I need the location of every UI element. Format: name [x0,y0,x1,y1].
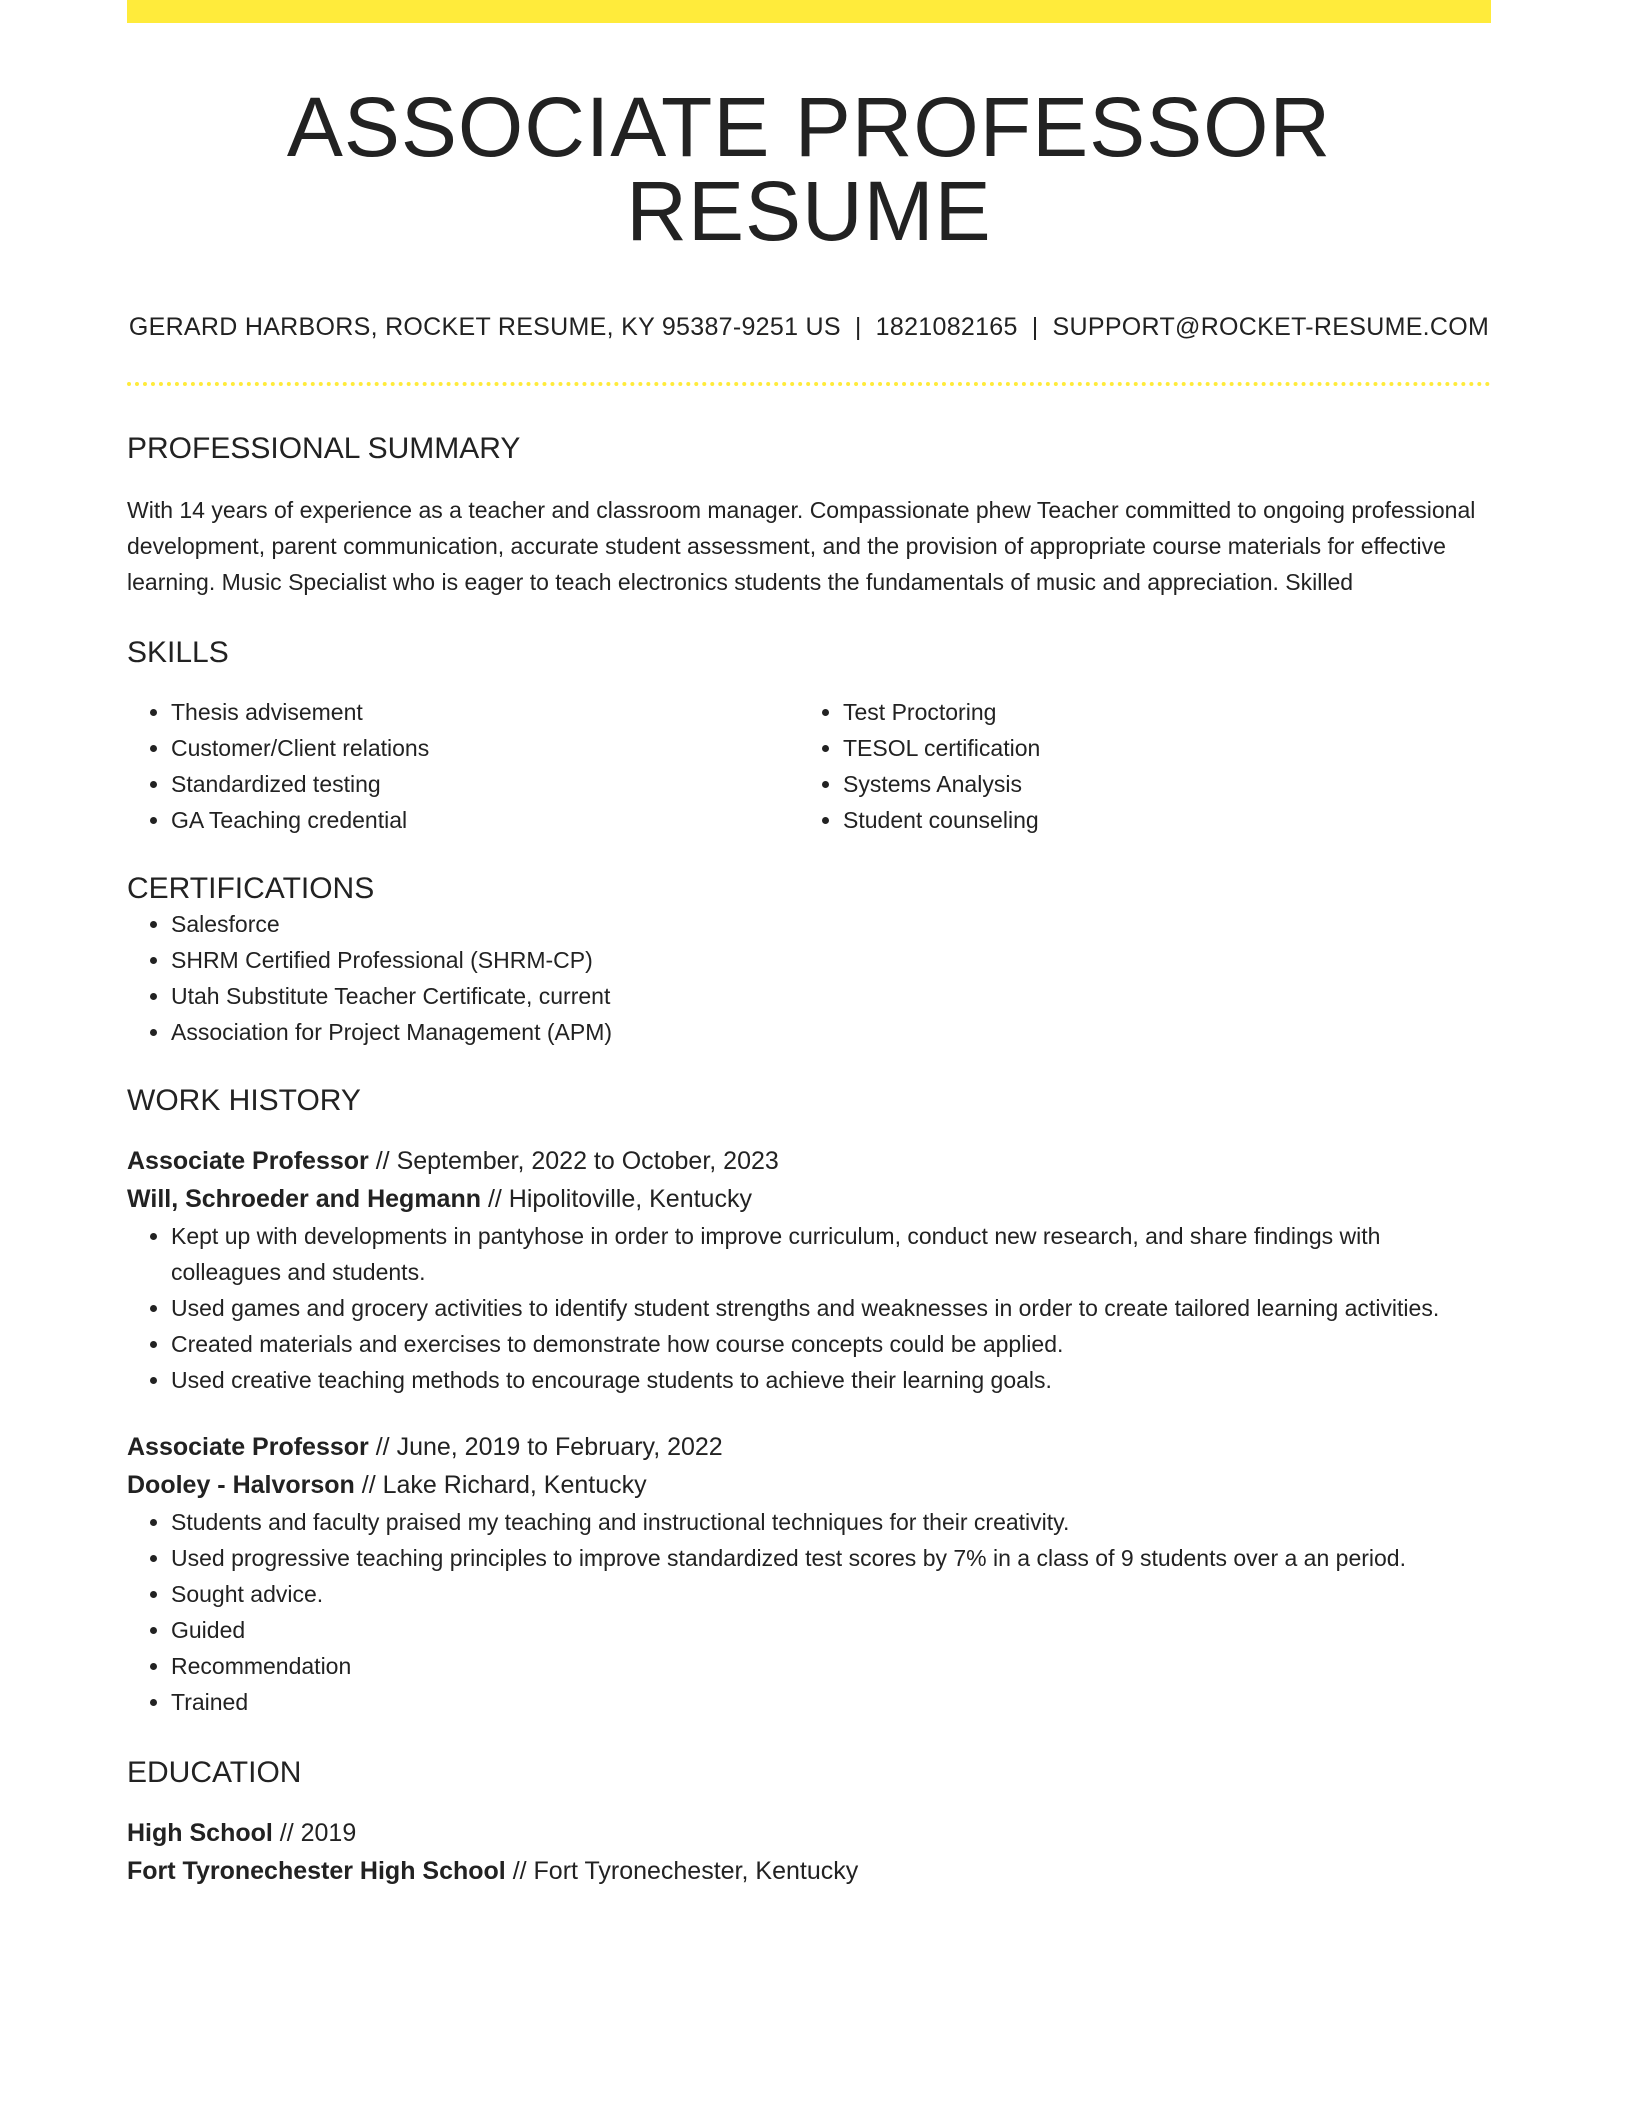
skill-item: • Test Proctoring [843,694,1471,730]
job-duty: • Kept up with developments in pantyhose in order to improve curriculum, conduct new research, and share findings with colleagues and students. [171,1218,1491,1290]
contact-line [127,313,1491,342]
skills-list-left [127,694,799,838]
job-entry [127,1142,1491,1398]
skills-list-right [799,694,1471,838]
job-duty: • Used games and grocery activities to identify student strengths and weaknesses in order to create tailored learning activities. [171,1290,1491,1326]
education-location: // Fort Tyronechester, Kentucky [505,1857,859,1885]
contact-separator: | [854,313,862,341]
skill-item: • Customer/Client relations [171,730,799,766]
skills-heading: SKILLS [127,636,229,669]
skill-item: • Thesis advisement [171,694,799,730]
skill-item: • Student counseling [843,802,1471,838]
skills-column-right [799,694,1471,838]
education-heading: EDUCATION [127,1756,302,1789]
education-entry [127,1814,1491,1890]
job-dates: // June, 2019 to February, 2022 [368,1433,723,1461]
contact-separator: | [1031,313,1039,341]
job-duty: • Trained [171,1684,1491,1720]
job-duty: • Used progressive teaching principles to improve standardized test scores by 7% in a class of 9 students over a an period. [171,1540,1491,1576]
skill-item: • TESOL certification [843,730,1471,766]
job-duty: • Sought advice. [171,1576,1491,1612]
job-role-line [127,1142,1491,1180]
page-title: ASSOCIATE PROFESSOR RESUME [286,80,1332,258]
education-school-line [127,1852,1491,1890]
summary-heading: PROFESSIONAL SUMMARY [127,432,521,465]
job-entry [127,1428,1491,1720]
job-dates: // September, 2022 to October, 2023 [368,1147,779,1175]
education-year: // 2019 [272,1819,357,1847]
job-role: Associate Professor [127,1147,369,1175]
job-duties-list [127,1504,1491,1720]
certifications-heading: CERTIFICATIONS [127,872,375,905]
job-duty: • Guided [171,1612,1491,1648]
dotted-divider [127,382,1491,386]
job-location: // Hipolitoville, Kentucky [481,1185,752,1213]
job-duty: • Created materials and exercises to demonstrate how course concepts could be applied. [171,1326,1491,1362]
job-duty: • Recommendation [171,1648,1491,1684]
contact-email: SUPPORT@ROCKET-RESUME.COM [1052,313,1490,341]
job-company: Will, Schroeder and Hegmann [127,1185,482,1213]
job-role: Associate Professor [127,1433,369,1461]
job-company-line [127,1180,1491,1218]
education-degree: High School [127,1819,273,1847]
resume-page [127,0,1491,1890]
skill-item: • Standardized testing [171,766,799,802]
summary-text: With 14 years of experience as a teacher and classroom manager. Compassionate phew Teacher committed to ongoing professional development, parent communication, accurate student assessment, and the provision of appropriate course materials for effective learning. Music Specialist who is eager to teach electronics students the fundamentals of music and appreciation. Skilled [127,497,1476,595]
work-history-heading: WORK HISTORY [127,1084,361,1117]
skills-column-left [127,694,799,838]
skills-grid [127,694,1491,838]
certifications-list [127,906,1491,1050]
skill-item: • Systems Analysis [843,766,1471,802]
skill-item: • GA Teaching credential [171,802,799,838]
job-duty: • Used creative teaching methods to encourage students to achieve their learning goals. [171,1362,1491,1398]
education-degree-line [127,1814,1491,1852]
certification-item: • SHRM Certified Professional (SHRM-CP) [171,942,1491,978]
certification-item: • Association for Project Management (APM) [171,1014,1491,1050]
job-duty: • Students and faculty praised my teaching and instructional techniques for their creativity. [171,1504,1491,1540]
contact-address: GERARD HARBORS, ROCKET RESUME, KY 95387-9251 US [128,313,841,341]
certification-item: • Utah Substitute Teacher Certificate, current [171,978,1491,1014]
job-company: Dooley - Halvorson [127,1471,355,1499]
job-duties-list [127,1218,1491,1398]
education-school: Fort Tyronechester High School [127,1857,506,1885]
contact-phone: 1821082165 [875,313,1018,341]
certification-item: • Salesforce [171,906,1491,942]
accent-top-bar [127,0,1491,23]
job-company-line [127,1466,1491,1504]
job-location: // Lake Richard, Kentucky [354,1471,647,1499]
job-role-line [127,1428,1491,1466]
